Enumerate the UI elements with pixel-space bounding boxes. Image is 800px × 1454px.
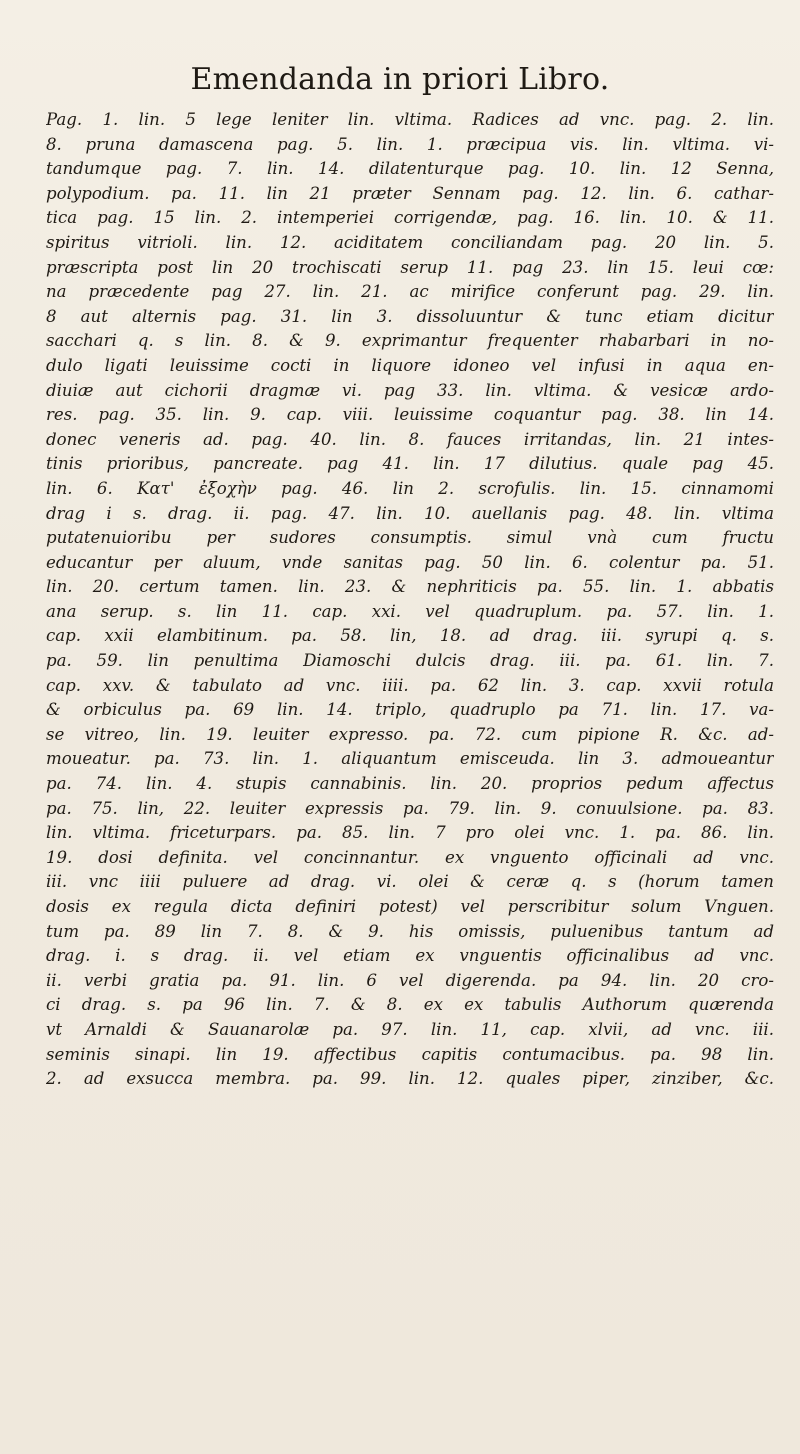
text-line: tinis prioribus, pancreate. pag 41. lin. 17 dilutius. quale pag 45. [46, 454, 774, 474]
page-title: Emendanda in priori Libro. [190, 62, 610, 97]
text-line: dulo ligati leuissime cocti in liquore idoneo vel infusi in aqua en- [46, 355, 774, 375]
text-line: se vitreo, lin. 19. leuiter expresso. pa. 72. cum pipione R. &c. ad- [46, 724, 774, 744]
text-line: sacchari q. s lin. 8. & 9. exprimantur frequenter rhabarbari in no- [46, 331, 774, 351]
text-line: res. pag. 35. lin. 9. cap. viii. leuissime coquantur pag. 38. lin 14. [46, 405, 774, 425]
text-line: 8 aut alternis pag. 31. lin 3. dissoluuntur & tunc etiam dicitur [46, 306, 774, 326]
text-line: diuiæ aut cichorii dragmæ vi. pag 33. lin. vltima. & vesicæ ardo- [46, 380, 774, 400]
text-line: lin. 6. Κατ' ἐξοχὴν pag. 46. lin 2. scrofulis. lin. 15. cinnamomi [46, 478, 774, 498]
text-line: 2. ad exsucca membra. pa. 99. lin. 12. quales piper, zinziber, &c. [46, 1069, 774, 1089]
text-line: Pag. 1. lin. 5 lege leniter lin. vltima. Radices ad vnc. pag. 2. lin. [46, 110, 774, 129]
text-line: 19. dosi definita. vel concinnantur. ex vnguento officinali ad vnc. [46, 847, 774, 867]
text-line: drag. i. s drag. ii. vel etiam ex vnguentis officinalibus ad vnc. [46, 946, 774, 966]
text-line: tandumque pag. 7. lin. 14. dilatenturque pag. 10. lin. 12 Senna, [46, 159, 774, 179]
text-line: lin. 20. certum tamen. lin. 23. & nephriticis pa. 55. lin. 1. abbatis [46, 577, 774, 597]
text-line: ana serup. s. lin 11. cap. xxi. vel quadruplum. pa. 57. lin. 1. [46, 601, 774, 621]
text-line: drag i s. drag. ii. pag. 47. lin. 10. auellanis pag. 48. lin. vltima [46, 503, 774, 523]
text-line: pa. 59. lin penultima Diamoschi dulcis drag. iii. pa. 61. lin. 7. [46, 651, 774, 671]
text-line: moueatur. pa. 73. lin. 1. aliquantum emisceuda. lin 3. admoueantur [46, 749, 774, 769]
text-line: vt Arnaldi & Sauanarolæ pa. 97. lin. 11, cap. xlvii, ad vnc. iii. [46, 1019, 774, 1039]
text-line: dosis ex regula dicta definiri potest) vel perscribitur solum Vnguen. [46, 897, 774, 916]
text-line: & orbiculus pa. 69 lin. 14. triplo, quadruplo pa 71. lin. 17. va- [46, 700, 774, 720]
text-line: ci drag. s. pa 96 lin. 7. & 8. ex ex tabulis Authorum quærenda [46, 995, 774, 1015]
text-line: tum pa. 89 lin 7. 8. & 9. his omissis, puluenibus tantum ad [46, 921, 774, 941]
text-line: 8. pruna damascena pag. 5. lin. 1. præcipua vis. lin. vltima. vi- [46, 134, 774, 154]
text-line: seminis sinapi. lin 19. affectibus capitis contumacibus. pa. 98 lin. [46, 1044, 774, 1064]
text-line: putatenuioribu per sudores consumptis. simul vnà cum fructu [46, 528, 774, 548]
errata-text [46, 108, 774, 1116]
text-line: lin. vltima. friceturpars. pa. 85. lin. 7 pro olei vnc. 1. pa. 86. lin. [46, 823, 774, 843]
text-line: polypodium. pa. 11. lin 21 præter Sennam pag. 12. lin. 6. cathar- [46, 183, 774, 203]
text-line: ii. verbi gratia pa. 91. lin. 6 vel digerenda. pa 94. lin. 20 cro- [46, 970, 774, 990]
text-line: educantur per aluum, vnde sanitas pag. 50 lin. 6. colentur pa. 51. [46, 552, 774, 572]
text-line: iii. vnc iiii puluere ad drag. vi. olei & ceræ q. s (horum tamen [46, 872, 774, 892]
text-line [46, 1092, 774, 1117]
text-line: na præcedente pag 27. lin. 21. ac mirifice conferunt pag. 29. lin. [46, 282, 774, 302]
text-line: tica pag. 15 lin. 2. intemperiei corrigendæ, pag. 16. lin. 10. & 11. [46, 208, 774, 228]
text-line: pa. 74. lin. 4. stupis cannabinis. lin. 20. proprios pedum affectus [46, 774, 774, 794]
text-line: donec veneris ad. pag. 40. lin. 8. fauces irritandas, lin. 21 intes- [46, 429, 774, 449]
text-line: cap. xxii elambitinum. pa. 58. lin, 18. ad drag. iii. syrupi q. s. [46, 626, 774, 646]
text-line: præscripta post lin 20 trochiscati serup 11. pag 23. lin 15. leui cœ: [46, 257, 774, 277]
text-line: pa. 75. lin, 22. leuiter expressis pa. 79. lin. 9. conuulsione. pa. 83. [46, 798, 774, 818]
text-line: spiritus vitrioli. lin. 12. aciditatem conciliandam pag. 20 lin. 5. [46, 232, 774, 252]
text-line: cap. xxv. & tabulato ad vnc. iiii. pa. 62 lin. 3. cap. xxvii rotula [46, 675, 774, 695]
